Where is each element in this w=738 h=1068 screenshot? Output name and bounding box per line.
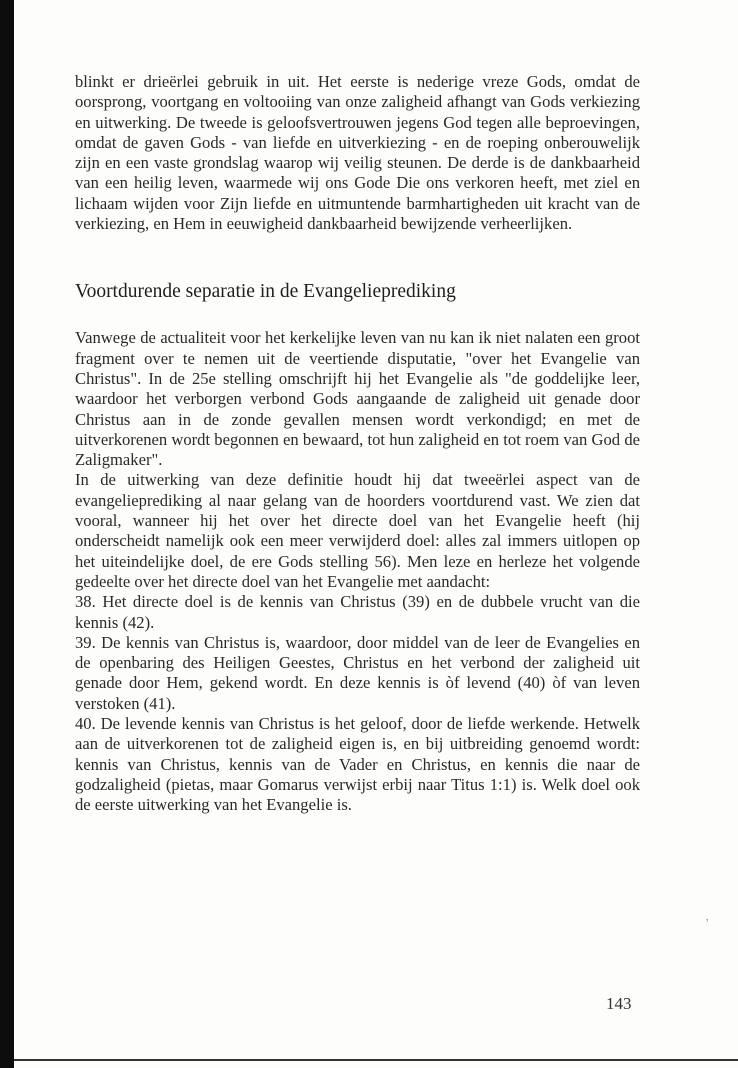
thesis-40: 40. De levende kennis van Christus is het geloof, door de liefde werkende. Hetwelk aan de uitverkorenen tot de zaligheid eigen is, en bij uitbreiding genoemd wordt: kennis van Christus, kennis van de Vader en Christus, en kennis die naar de godzaligheid (pietas, maar Gomarus verwijst erbij naar Titus 1:1) is. Welk doel ook de eerste uitwerking van het Evangelie is.	[75, 714, 640, 815]
intro-paragraph: blinkt er drieërlei gebruik in uit. Het eerste is nederige vreze Gods, omdat de oorsprong, voortgang en voltooiing van onze zaligheid afhangt van Gods verkiezing en uitwerking. De tweede is geloofsvertrouwen jegens God tegen alle beproevingen, omdat de gaven Gods - van liefde en uitverkiezing - en de roeping onberouwelijk zijn en een vaste grondslag waarop wij veilig steunen. De derde is de dankbaarheid van een heilig leven, waarmede wij ons Gode Die ons verkoren heeft, met ziel en lichaam wijden voor Zijn liefde en uitmuntende barmhartigheden uit kracht van de verkiezing, en Hem in eeuwigheid dankbaarheid bewijzende verheerlijken.	[75, 72, 640, 234]
section-heading: Voortdurende separatie in de Evangelieprediking	[75, 281, 456, 303]
body-paragraph-1: Vanwege de actualiteit voor het kerkelijke leven van nu kan ik niet nalaten een groot fragment over te nemen uit de veertiende disputatie, "over het Evangelie van Christus". In de 25e stelling omschrijft hij het Evangelie als "de goddelijke leer, waardoor het verborgen verbond Gods aangaande de zaligheid uit genade door Christus aan in de zonde gevallen mensen wordt verkondigd; en met de uitverkorenen wordt begonnen en bewaard, tot hun zaligheid en tot roem van God de Zaligmaker".	[75, 328, 640, 470]
scan-edge-bar	[0, 0, 14, 1068]
page-body	[75, 72, 640, 816]
body-paragraph-2: In de uitwerking van deze definitie houdt hij dat tweeërlei aspect van de evangelieprediking al naar gelang van de hoorders voortdurend vast. We zien dat vooral, wanneer hij het over het directe doel van het Evangelie heeft (hij onderscheidt namelijk ook een meer verwijderd doel: alles zal immers uitlopen op het uiteindelijke doel, de ere Gods stelling 56). Men leze en herleze het volgende gedeelte over het directe doel van het Evangelie met aandacht:	[75, 470, 640, 591]
scan-bottom-line	[14, 1059, 738, 1061]
thesis-38: 38. Het directe doel is de kennis van Christus (39) en de dubbele vrucht van die kennis (42).	[75, 592, 640, 632]
margin-mark: ,	[706, 912, 709, 923]
page-number: 143	[606, 994, 632, 1013]
thesis-39: 39. De kennis van Christus is, waardoor, door middel van de leer de Evangelies en de openbaring des Heiligen Geestes, Christus en het verbond der zaligheid uit genade door Hem, gekend wordt. En deze kennis is òf levend (40) òf van leven verstoken (41).	[75, 632, 640, 713]
